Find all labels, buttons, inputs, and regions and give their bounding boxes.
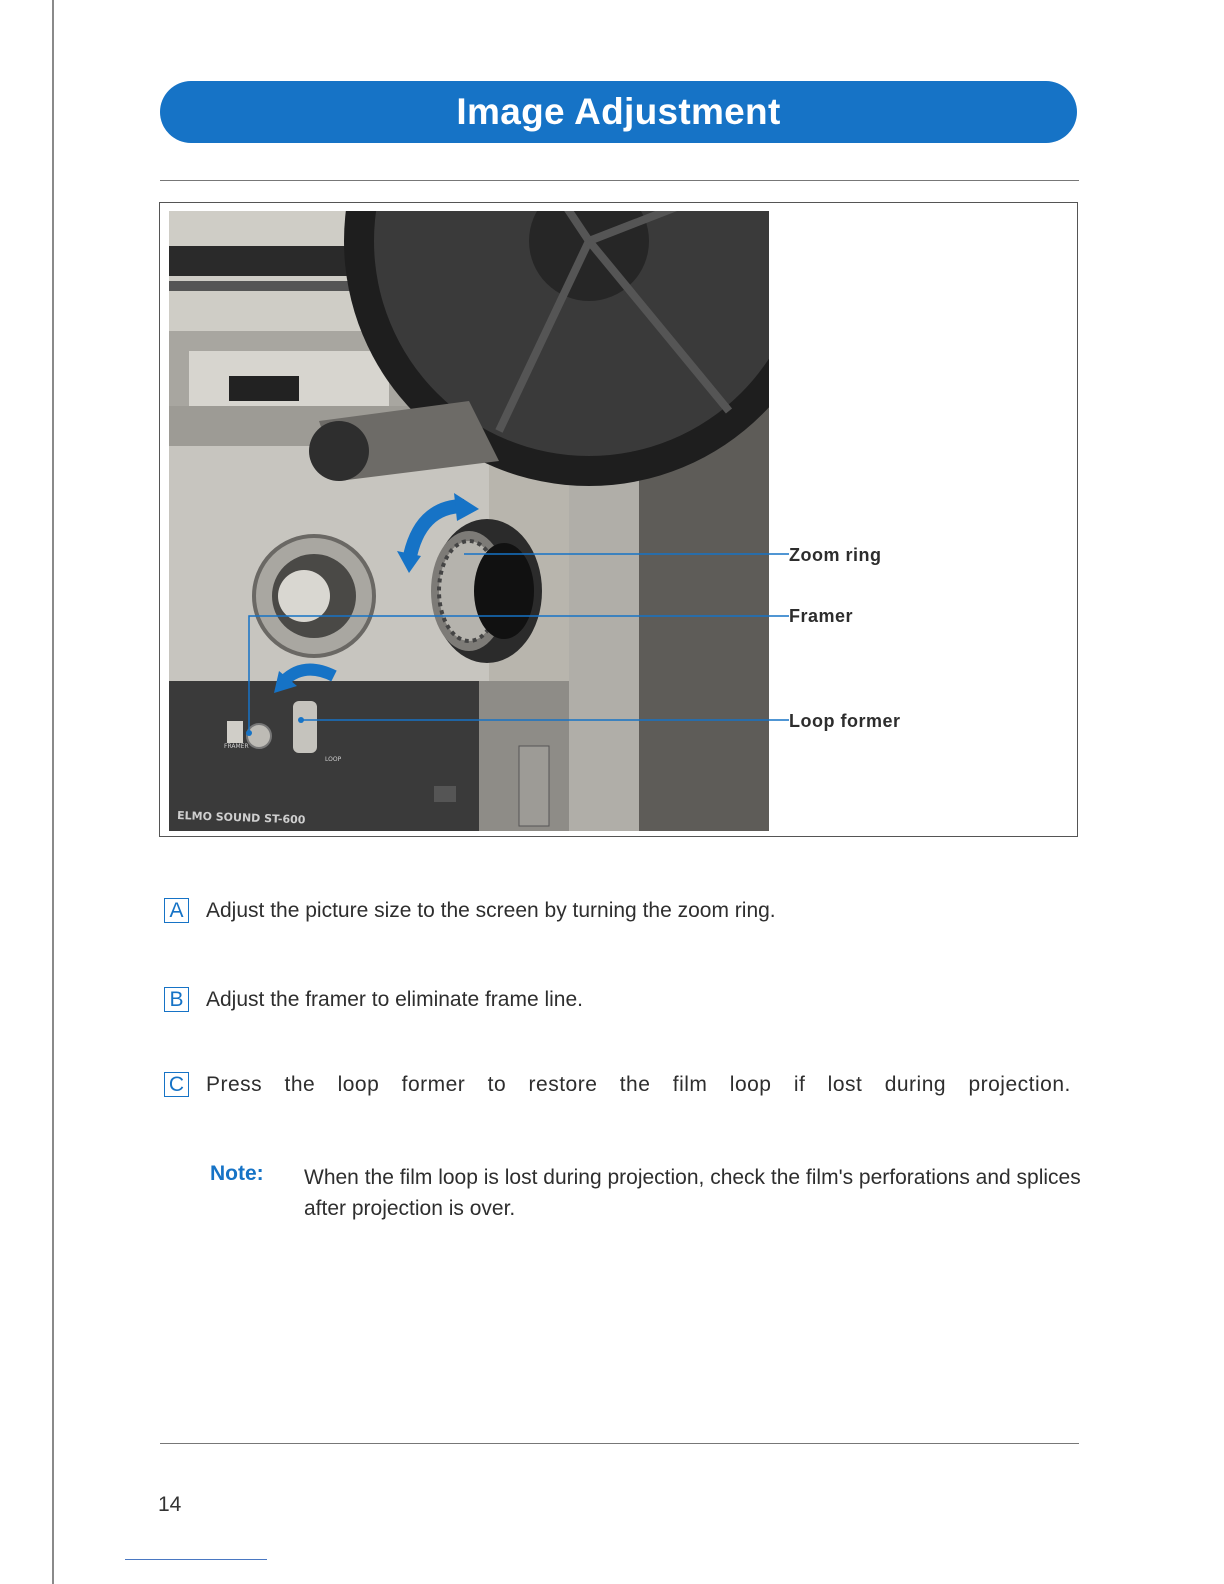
step-c-word: lost: [827, 1072, 863, 1096]
step-b-text: Adjust the framer to eliminate frame line.: [206, 987, 583, 1011]
step-c-word: during: [884, 1072, 947, 1096]
step-c-word: Press: [206, 1072, 263, 1096]
step-c-word: film: [672, 1072, 708, 1096]
callout-leader-extensions: [769, 550, 789, 730]
step-marker-b: B: [164, 987, 189, 1012]
page-binding-edge: [52, 0, 54, 1584]
framer-panel-label: FRAMER: [224, 743, 249, 750]
step-marker-a: A: [164, 898, 189, 923]
note-text: When the film loop is lost during projection, check the film's perforations and splices after projection is over.: [304, 1166, 1081, 1220]
top-rule: [160, 180, 1079, 181]
step-c-word: former: [401, 1072, 466, 1096]
footer-mark: [125, 1559, 267, 1560]
step-c-word: projection.: [968, 1072, 1071, 1096]
step-c: [164, 1072, 1071, 1097]
step-a: [164, 898, 776, 923]
note-label: Note:: [210, 1162, 264, 1185]
framer-knob-graphic: [254, 536, 374, 656]
projector-photo: [169, 211, 769, 831]
step-c-word: if: [793, 1072, 806, 1096]
brand-label: ELMO SOUND ST-600: [176, 809, 306, 827]
step-c-word: loop: [729, 1072, 772, 1096]
step-marker-c: C: [164, 1072, 189, 1097]
step-c-word: the: [284, 1072, 316, 1096]
page-title: Image Adjustment: [456, 91, 781, 132]
step-c-word: restore: [528, 1072, 598, 1096]
title-banner: [160, 81, 1077, 143]
callout-loop-former: Loop former: [789, 711, 901, 731]
bottom-rule: [160, 1443, 1079, 1444]
step-b: [164, 987, 583, 1012]
step-c-word: loop: [337, 1072, 380, 1096]
page-number: 14: [158, 1493, 182, 1516]
loop-panel-label: LOOP: [325, 756, 342, 763]
step-c-word: the: [619, 1072, 651, 1096]
step-c-word: to: [487, 1072, 507, 1096]
callout-zoom-ring: Zoom ring: [789, 545, 882, 565]
step-c-text: [206, 1073, 1071, 1097]
callout-framer: Framer: [789, 606, 854, 626]
step-a-text: Adjust the picture size to the screen by turning the zoom ring.: [206, 898, 776, 922]
